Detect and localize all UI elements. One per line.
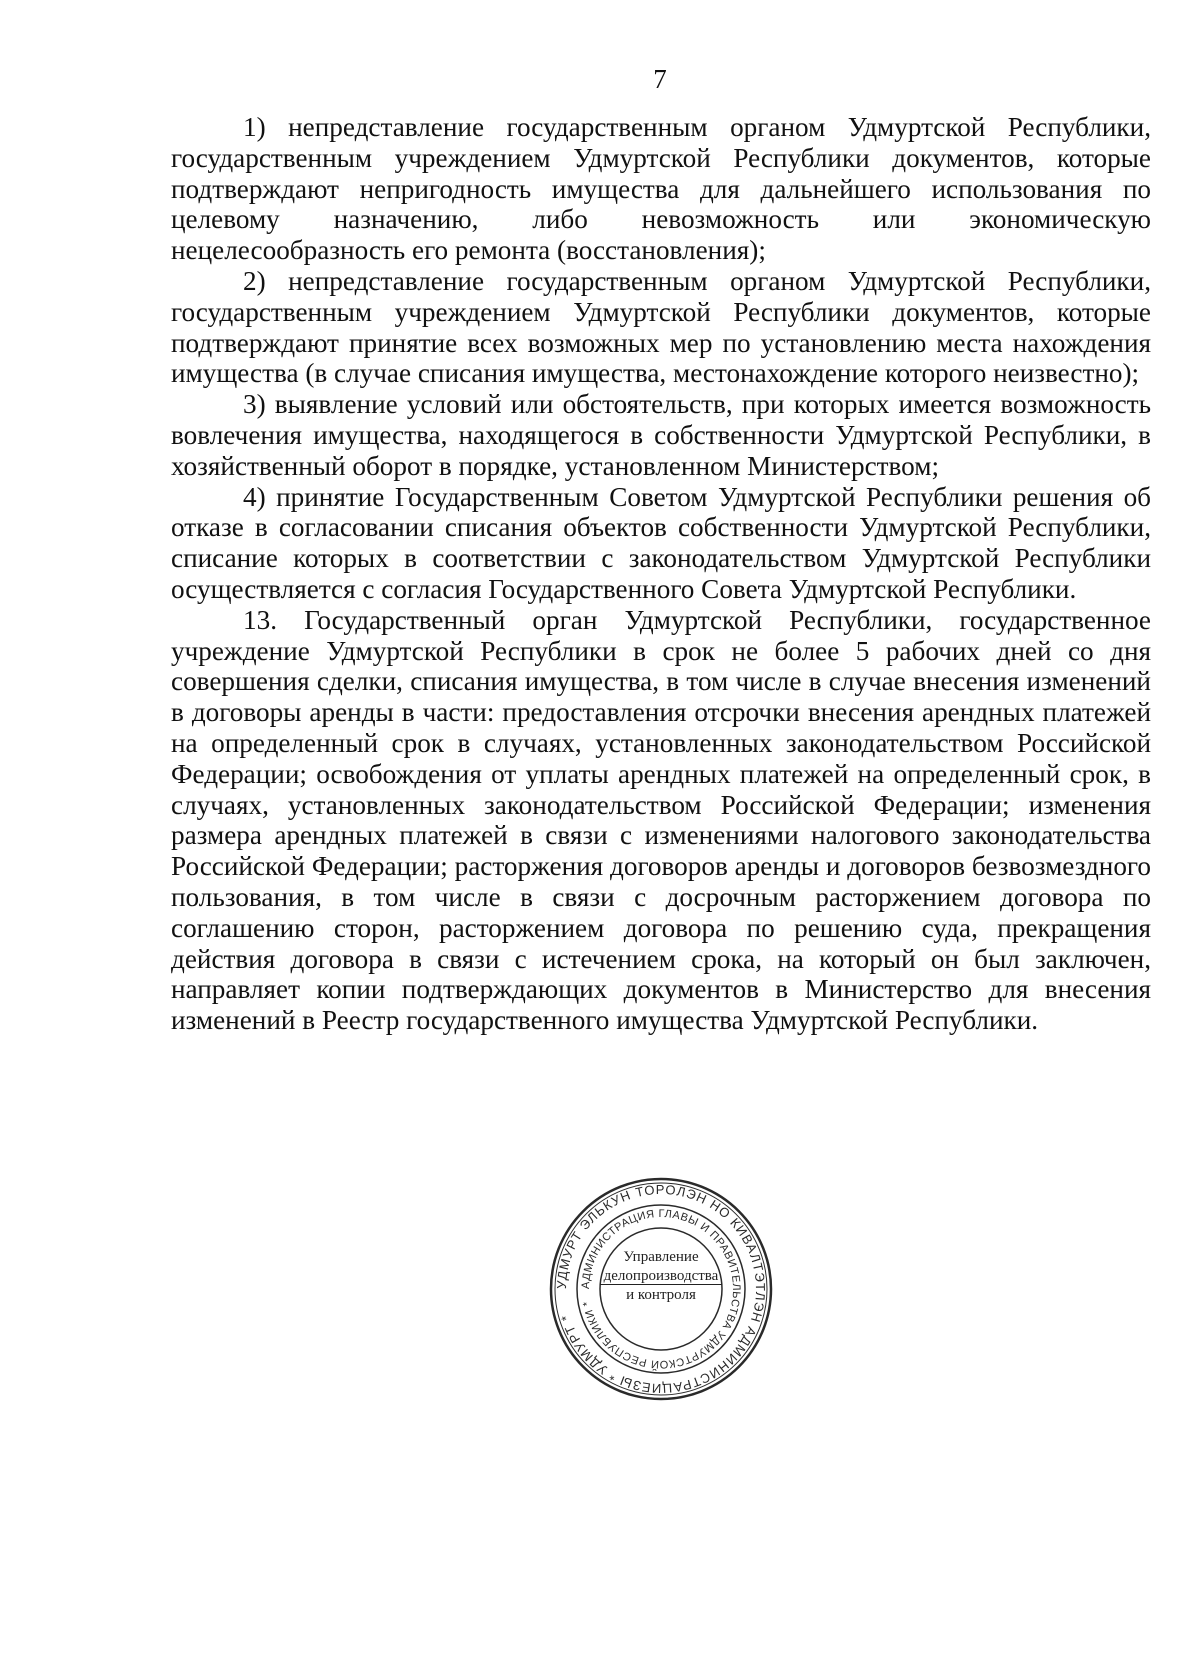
seal-center-line-2: делопроизводства <box>600 1268 723 1285</box>
paragraph-item-3: 3) выявление условий или обстоятельств, при которых имеется возможность вовлечения имущества, находящегося в собственности Удмуртской Республики, в хозяйственный оборот в порядке, установленном Министерством; <box>171 389 1151 481</box>
seal-center-line-3: и контроля <box>626 1287 696 1303</box>
paragraph-item-4: 4) принятие Государственным Советом Удмуртской Республики решения об отказе в согласовании списания объектов собственности Удмуртской Республики, списание которых в соответствии с законодательством Удмуртской Республики осуществляется с согласия Государственного Совета Удмуртской Республики. <box>171 481 1151 604</box>
paragraph-item-2: 2) непредставление государственным органом Удмуртской Республики, государственным учреждением Удмуртской Республики документов, которые подтверждают принятие всех возможных мер по установлению места нахождения имущества (в случае списания имущества, местонахождение которого неизвестно); <box>171 265 1151 389</box>
official-seal <box>548 1176 774 1402</box>
seal-center-text <box>566 1248 756 1305</box>
paragraph-clause-13: 13. Государственный орган Удмуртской Республики, государственное учреждение Удмуртской Республики в срок не более 5 рабочих дней со дня совершения сделки, списания имущества, в том числе в случае внесения изменений в договоры аренды в части: предоставления отсрочки внесения арендных платежей на определенный срок в случаях, установленных законодательством Российской Федерации; освобождения от уплаты арендных платежей на определенный срок, в случаях, установленных законодательством Российской Федерации; изменения размера арендных платежей в связи с изменениями налогового законодательства Российской Федерации; расторжения договоров аренды и договоров безвозмездного пользования, в том числе в связи с досрочным расторжением договора по соглашению сторон, расторжением договора по решению суда, прекращения действия договора в связи с истечением срока, на который он был заключен, направляет копии подтверждающих документов в Министерство для внесения изменений в Реестр государственного имущества Удмуртской Республики. <box>171 604 1151 1036</box>
document-body <box>171 112 1151 1036</box>
seal-center-line-1: Управление <box>623 1249 699 1265</box>
seal-outer-text: УДМУРТ ЭЛЬКУН ТОРОЛЭН НО КИВАЛТЭТЛЭН АДМИНИСТРАЦИЕЗЫ * УДМУРТ * <box>553 1181 769 1397</box>
page-number: 7 <box>653 64 667 94</box>
paragraph-item-1: 1) непредставление государственным органом Удмуртской Республики, государственным учреждением Удмуртской Республики документов, которые подтверждают непригодность имущества для дальнейшего использования по целевому назначению, либо невозможность или экономическую нецелесообразность его ремонта (восстановления); <box>171 112 1151 266</box>
seal-inner-text: АДМИНИСТРАЦИЯ ГЛАВЫ И ПРАВИТЕЛЬСТВА УДМУРТСКОЙ РЕСПУБЛИКИ * <box>579 1207 743 1371</box>
